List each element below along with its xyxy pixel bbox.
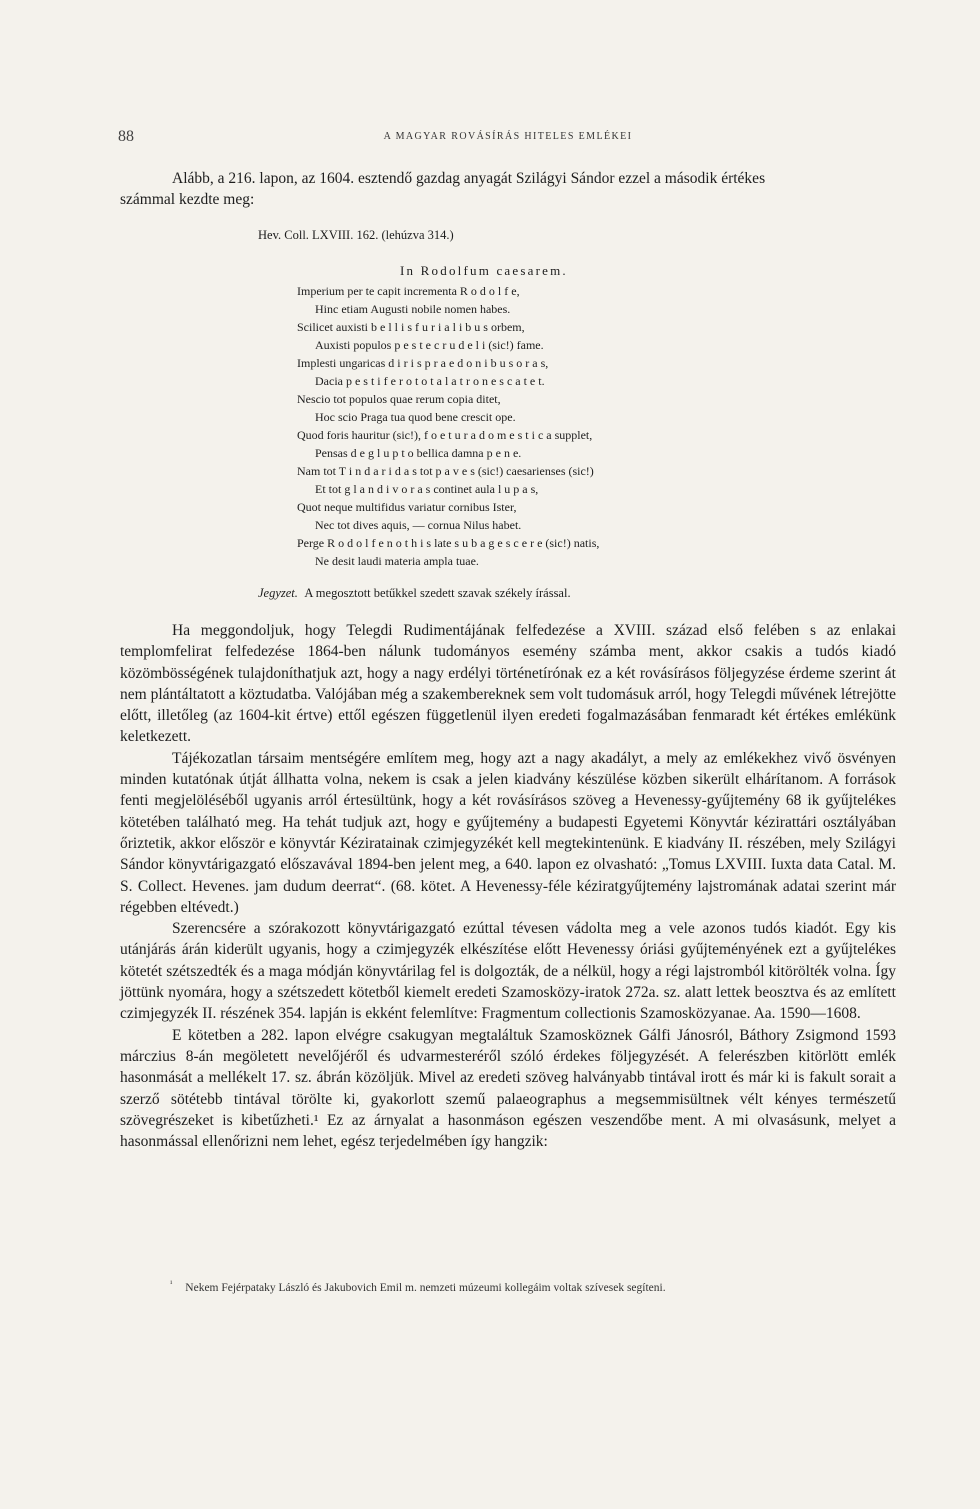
poem-line: Quot neque multifidus variatur cornibus Ister, bbox=[297, 500, 517, 514]
poem-line: Nec tot dives aquis, — cornua Nilus habet. bbox=[315, 518, 522, 532]
poem-line: Nam tot T i n d a r i d a s tot p a v e s (sic!) caesarienses (sic!) bbox=[297, 464, 594, 478]
body-text bbox=[120, 620, 896, 1152]
body-paragraph: Tájékozatlan társaim mentségére említem meg, hogy azt a nagy akadályt, a mely az emlékekhez vivő ösvényen minden kutatónak útját állhatta volna, nekem is csak a jelen kiadvány készülése közben sikerült elhárítanom. A források fenti megjelöléséből ugyanis arról értesültünk, hogy a két rovásírásos szöveg a Hevenessy-gyűjtemény 68 ik gyűjtelékes kötetében található meg. Ha tehát tudjuk azt, hogy e gyűjtemény a budapesti Egyetemi Könyvtár kézirattári osztályában őriztetik, akkor először e könyvtár Kéziratainak czimjegyzékét kell megtekintenünk. E kiadvány II. részében, mely Szilágyi Sándor könyvtárigazgató előszavával 1894-ben jelent meg, a 640. lapon ez olvasható: „Tomus LXVIII. Iuxta data Catal. M. S. Collect. Hevenes. jam dudum deerrat“. (68. kötet. A Hevenessy-féle kéziratgyűjtemény lajstromának adatai szerint már régebben eltévedt.) bbox=[120, 749, 896, 916]
poem-line: Auxisti populos p e s t e c r u d e l i (sic!) fame. bbox=[315, 338, 544, 352]
footnote-text: Nekem Fejérpataky László és Jakubovich Emil m. nemzeti múzeumi kollegáim voltak szívesek segíteni. bbox=[185, 1281, 666, 1294]
poem-line: Implesti ungaricas d i r i s p r a e d o n i b u s o r a s, bbox=[297, 356, 549, 370]
body-paragraph: Ha meggondoljuk, hogy Telegdi Rudimentájának felfedezése a XVIII. század első felében s az enlakai templomfelirat felfedezése 1864-ben nálunk tudományos esemény számba ment, akkor csakis a tudós kiadó közömbösségének tulajdoníthatjuk azt, hogy a nagy erdélyi történetírónak ez a két rovásírásos följegyzése érdeme szerint át nem plántáltatott a köztudatba. Valójában még a szakembereknek sem volt tudomásuk arról, hogy Telegdi művének létrejötte előtt, illetőleg (az 1604-kit értve) ettől egészen függetlenül ilyen eredeti fogalmazásában fenmaradt két értékes emlékünk keletkezett. bbox=[120, 622, 896, 746]
source-reference: Hev. Coll. LXVIII. 162. (lehúzva 314.) bbox=[258, 228, 454, 242]
poem-note bbox=[258, 586, 571, 601]
body-paragraph: Szerencsére a szórakozott könyvtárigazgató ezúttal tévesen vádolta meg a vele azonos tudós kiadót. Egy kis utánjárás árán kiderült ugyanis, hogy a czimjegyzék elkészítése előtt Hevenessy óriási gyűjteményének ezt a gyűjtelékes kötetét szétszedték és a maga módján könyvtárilag fel is dolgozták, de a nélkül, hogy a régi lajstromból kitörölték volna. Így jöttünk nyomára, hogy a szétszedett kötetből kiemelt eredeti Szamosközy-iratok 272a. sz. alatt lettek beosztva és az említett czimjegyzék II. részének 354. lapján is ekként felemlítve: Fragmentum collectionis Szamosközyanae. Aa. 1590—1608. bbox=[120, 920, 896, 1023]
note-label: Jegyzet. bbox=[258, 586, 298, 600]
poem-line: Imperium per te capit incrementa R o d o l f e, bbox=[297, 284, 520, 298]
poem-line: Scilicet auxisti b e l l i s f u r i a l i b u s orbem, bbox=[297, 320, 525, 334]
page-number: 88 bbox=[118, 128, 134, 145]
poem-line: Et tot g l a n d i v o r a s continet aula l u p a s, bbox=[315, 482, 539, 496]
running-head: A MAGYAR ROVÁSÍRÁS HITELES EMLÉKEI bbox=[383, 131, 633, 142]
poem-line: Hoc scio Praga tua quod bene crescit ope. bbox=[315, 410, 516, 424]
poem-line: Quod foris hauritur (sic!), f o e t u r a d o m e s t i c a supplet, bbox=[297, 428, 593, 442]
footnote bbox=[170, 1279, 666, 1294]
poem-line: Nescio tot populos quae rerum copia ditet, bbox=[297, 392, 501, 406]
poem-line: Perge R o d o l f e n o t h i s late s u b a g e s c e r e (sic!) natis, bbox=[297, 536, 600, 550]
intro-line: számmal kezdte meg: bbox=[120, 191, 255, 208]
body-paragraph: E kötetben a 282. lapon elvégre csakugyan megtaláltuk Szamosköznek Gálfi Jánosról, Báthory Zsigmond 1593 márczius 8-án megöletett nevelőjéről és udvarmesteréről szóló érdekes följegyzését. A felerészben kitörlött emlék hasonmását a mellékelt 17. sz. ábrán közöljük. Mivel az eredeti szöveg halványabb tintával irott és már ki is fakult sorait a szerző sötétebb tintával törölte ki, gyakorlott szemű palaeographus a megsemmisültnek vélt kényes természetű szövegrészeket is kibetűzheti.¹ Ez az árnyalat a hasonmáson egészen veszendőbe ment. A mi olvasásunk, melyet a hasonmással ellenőrizni nem lehet, egész terjedelmében így hangzik: bbox=[120, 1026, 896, 1151]
note-text: A megosztott betűkkel szedett szavak székely írással. bbox=[304, 586, 571, 600]
poem-title: In Rodolfum caesarem. bbox=[400, 263, 568, 278]
poem-line: Pensas d e g l u p t o bellica damna p e n e. bbox=[315, 446, 522, 460]
page-header bbox=[118, 128, 898, 150]
intro-line: Alább, a 216. lapon, az 1604. esztendő gazdag anyagát Szilágyi Sándor ezzel a második értékes bbox=[172, 170, 766, 187]
poem-line: Dacia p e s t i f e r o t o t a l a t r o n e s c a t e t. bbox=[315, 374, 545, 388]
poem-line: Ne desit laudi materia ampla tuae. bbox=[315, 554, 479, 568]
poem-line: Hinc etiam Augusti nobile nomen habes. bbox=[315, 302, 511, 316]
intro-paragraph bbox=[120, 168, 896, 210]
footnote-mark: ¹ bbox=[170, 1279, 173, 1288]
latin-poem bbox=[297, 262, 599, 570]
